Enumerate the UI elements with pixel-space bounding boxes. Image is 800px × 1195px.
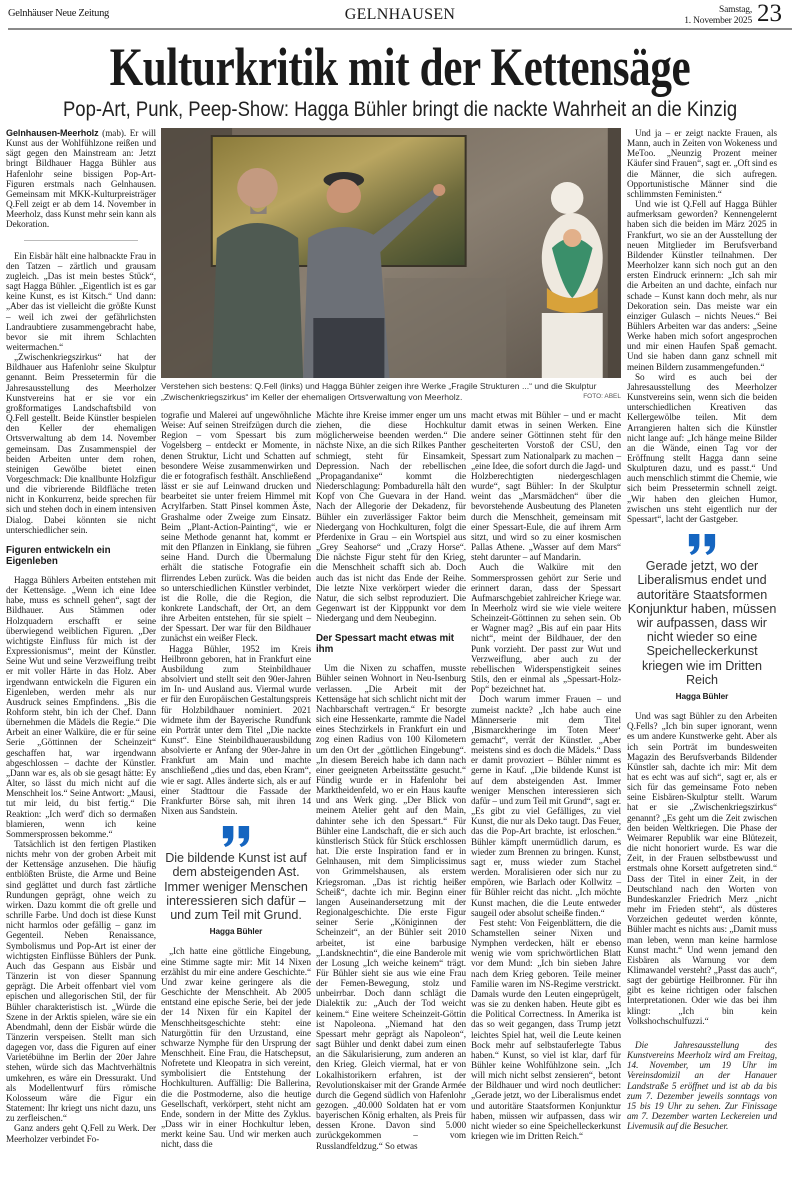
header-rule (8, 28, 792, 30)
divider (24, 240, 138, 241)
body-paragraph: Hagga Bühler, 1952 im Kreis Heilbronn geboren, hat in Frankfurt eine Ausbildung zum Steinbildhauer absolviert und stellt seit den 90er-Jahren im In- und Ausland aus. Viermal wurde er für den Europäischen Gestaltungspreis für Holzbildhauer nominiert. 2021 widmete ihm der Bayerische Rundfunk ein Porträt unter dem Titel „Die nackte Kunst“. Eine Steinbildhauerausbildung absolvierte er Anfang der 90er-Jahre in Frankfurt am Main und machte anschließend „dies und das, eben Kram“, wie er sagt. Alles änderte sich, als er auf einer Stadttour die Fassade der Frankfurter Börse sah, mit ihren 14 Nixen aus Sandstein. (161, 643, 311, 817)
pull-quote (161, 826, 311, 937)
body-paragraph: „Ich hatte eine göttliche Eingebung, eine Stimme sagte mir: Mit 14 Nixen erzählst du mir eine andere Geschichte.“ Und zwar keine geringere als die Geschichte der Menschheit. Ab 2005 entstand eine epische Serie, bei der jede der 14 Nixen für ein Kapitel der Menschheitsgeschichte steht: eine Naturgöttin für den Urzustand, eine schwarze Nymphe für den Ursprung der Menschheit. Eine Frau, die Hatschepsut, Nofretete und Kleopatra in sich vereint, symbolisiert die Entstehung der Hochkulturen. Auffällig: Die Ballerina, die die Postmoderne, also die heutige Gesellschaft, verkörpert, steht nicht am Ende, sondern in der Mitte des Zyklus. „Dass wir in einer Hochkultur leben, merkt keine Sau. Und wir merken auch nicht, dass die (161, 946, 311, 1150)
lead-text: (mab). Er will Kunst aus der Wohlfühlzone reißen und sägt gegen den Mainstream an: Jetzt bringt Bildhauer Hagga Bühler aus Hafenlohr seine bissigen Pop-Art-Figuren erstmals nach Gelnhausen. Gemeinsam mit MKK-Kulturpreisträger Q.Fell zeigt er ab dem 14. November in Meerholz, dass Kunst mehr sein kann als Dekoration. (6, 128, 156, 230)
section-title: GELNHAUSEN (344, 6, 456, 23)
body-paragraph: „Zwischenkriegszirkus“ hat der Bildhauer aus Hafenlohr seine Skulptur genannt. Beim Pressetermin für die Jahresausstellung des Meerholzer Kunstvereins hat er sie vor ein großformatiges Landschaftsbild von Q.Fell gestellt. Beide Künstler bespielen den Keller der ehemaligen Ortsverwaltung ab dem 14. November gemeinsam. Das Zusammenspiel der beiden Arbeiten unter dem rohen, steinigen Gewölbe bietet einen Vorgeschmack: Die knallbunte Holzfigur und die vibrierende Bildfläche treten nicht in Konkurrenz, beide sprechen für sich und stehen doch in einem intensiven Dialog. Dabei könnten sie nicht unterschiedlicher sein. (6, 352, 156, 535)
pull-quote (627, 534, 777, 702)
body-paragraph: So wird es auch bei der Jahresausstellung des Meerholzer Kunstvereins sein, wenn sich die beiden unterschiedlichen Kreativen das Kellergewölbe teilen. Mit dem Arrangieren halten sich die Künstler nicht lange auf: „Ich hänge meine Bilder an die Wände, einen Tag vor der Eröffnung stellt Hagga dann seine Skulpturen dazu, und es passt.“ Und auch menschlich stimmt die Chemie, wie sich beim Pressetermin schnell zeigt. „Wir haben den gleichen Humor, zwischen uns steht eigentlich nur der Spessart“, lacht der Gastgeber. (627, 371, 777, 524)
article-column-2 (161, 410, 311, 1150)
quote-text: Die bildende Kunst ist auf dem absteigenden Ast. Immer weniger Menschen interessieren sich dafür – und zum Teil mit Grund. (164, 851, 308, 923)
body-paragraph: Und was sagt Bühler zu den Arbeiten Q.Fells? „Ich bin super ignorant, wenn es um andere Kunstwerke geht. Aber als ich sein Porträt im bundesweiten Magazin des Berufsverbands Bildender Künstler sah, dachte ich mir: Mit dem hat es echt was auf sich“, sagt er, als er sich für das gemeinsame Foto neben seine Eisbären-Skulptur stellt. Warum hat er sie „Zwischenkriegszirkus“ genannt? „Es geht um die Zeit zwischen den beiden Weltkriegen. Die Phase der Weimarer Republik war eine Blütezeit, die nicht honoriert wurde. Es war die Zeit, in der Frauen selbstbewusst und erstmals ohne Korsett aufgetreten sind.“ Dass der Titel in einer Zeit, in der Deutschland nach den Worten von Bundeskanzler Friedrich Merz „nicht mehr im Frieden steht“, als düsteres Vorzeichen gedeutet werden könnte, Bühler macht es nichts aus: „Damit muss man leben, wenn man keine harmlose Kunst macht.“ Und wenn jemand den Eisbären als Warnung vor dem Klimawandel versteht? „Passt das auch“, sagt der gebürtige Heilbronner. Für ihn gibt es keine richtigen oder falschen Interpretationen. Oder wie das bei ihm klingt: „Ich bin kein Volkshochschulfuzzi.“ (627, 711, 777, 1026)
quote-author: Hagga Bühler (675, 691, 729, 701)
subheadline (0, 98, 800, 122)
event-info-box: Die Jahresausstellung des Kunstvereins Meerholz wird am Freitag, 14. November, um 19 Uhr im Vereinsdomizil an der Hanauer Landstraße 5 eröffnet und ist ab da bis zum 7. Dezember jeweils sonntags von 15 bis 19 Uhr zu sehen. Zur Finissage am 7. Dezember warten Leckereien und Livemusik auf die Besucher. (627, 1039, 777, 1132)
body-paragraph: Auch die Walküre mit den Sommersprossen gehört zur Serie und erinnert daran, dass der Spessart Aufmarschgebiet zahlreicher Kriege war. In Meerholz wird sie wie viele weitere Scheinzeit-Göttinnen zu sehen sein. Ob er Wagner mag? „Bis auf ein paar Hits nicht“, meint der Bildhauer, der den Punk vorzieht. Der passt zur Wut und Verzweiflung, aber auch zu der rebellischen Widerspenstigkeit seines Stils, den er einmal als „Spessart-Holz-Pop“ bezeichnet hat. (471, 562, 621, 695)
quote-mark-icon (687, 534, 717, 555)
quote-text: Gerade jetzt, wo der Liberalismus endet und autoritäre Staatsformen Konjunktur haben, müssen wir aufpassen, dass wir nicht wieder so eine Speichelleckerkunst kriegen wie im Dritten Reich (627, 559, 777, 687)
body-paragraph: macht etwas mit Bühler – und er macht damit etwas in seinen Werken. Eine andere seiner Göttinnen steht für den gescheiterten Vorstoß der CSU, den Spessart zum Nationalpark zu machen – „eine Idee, die sofort durch die Jagd- und Holzberechtigten niedergeschlagen wurde“, sagt Bühler: In der Skulptur weint das „Marsmädchen“ über die bevorstehende Ausbeutung des Planeten durch die Menschheit, gemeinsam mit einer Spessart-Eule, die auf ihrem Arm sitzt, und wird so zu einer kosmischen Pallas Athene. „Wasser auf dem Mars“ steht darunter – auf Mandarin. (471, 410, 621, 563)
page-number: 23 (757, 0, 782, 27)
photo-illustration (161, 128, 621, 378)
photo-caption (161, 381, 621, 402)
body-paragraph: tografie und Malerei auf ungewöhnliche Weise: Auf seinen Streifzügen durch die Region – vom Spessart bis zum Vogelsberg – entdeckt er Momente, in denen Struktur, Licht und Schatten auf besondere Weise zusammenwirken und die er fotografisch festhält. Anschließend lässt er sie auf Leinwand drucken und bearbeitet sie unter freiem Himmel mit Acrylfarben. Statt Pinsel kommen Äste, Grashalme oder Zweige zum Einsatz. Beim „Plant-Action-Painting“, wie er seine Methode genannt hat, kommt er mit den Pflanzen in Einklang, sie führen seine Hand. Durch die Übermalung erhält die statische Fotografie ein flirrendes Leben zurück. Was die beiden so unterschiedlichen Künstler verbindet, ist die Rolle, die die Region, die konkrete Landschaft, der Ort, an dem ihre Arbeiten entstehen, für sie spielt – der Spessart. Der war für den Bildhauer zunächst ein weißer Fleck. (161, 410, 311, 644)
section-subheading: Der Spessart macht etwas mit ihm (316, 633, 454, 656)
body-paragraph: Und ja – er zeigt nackte Frauen, als Mann, auch in Zeiten von Wokeness und MeToo. „Neunzig Prozent meiner Käufer sind Frauen“, sagt er. „Oft sind es die Männer, die sich aufregen. Opportunistische Männer sind die schlimmsten Feministen.“ (627, 128, 777, 199)
newspaper-name: Gelnhäuser Neue Zeitung (8, 8, 109, 19)
lead-paragraph (6, 128, 156, 230)
article-column-5 (627, 128, 777, 1131)
headline-text: Kulturkritik mit der Kettensäge (109, 37, 691, 97)
article-column-3 (316, 410, 466, 1151)
body-paragraph: Tatsächlich ist den fertigen Plastiken nichts mehr von der groben Arbeit mit der Kettensäge anzusehen. Die häufig entblößten Brüste, die Arme und Beine sind geglättet und durch fast zärtliche Rundungen geprägt, ohne weich zu wirken. Dazu kommt die oft grelle und schrille Farbe. Und doch ist diese Kunst nicht harmlos oder gefällig – ganz im Gegenteil. Neben Renaissance, Symbolismus und Pop-Art ist einer der wichtigsten Einflüsse Bühlers der Punk. Auch das Gespann aus Eisbär und Tänzerin ist von dieser Spannung geprägt. Die Arbeit offenbart viel vom epischen und allegorischen Stil, der für Bühler charakteristisch ist. „Würde die Szene in der Arktis spielen, wäre sie ein Abendmahl, denn der Eisbär würde die Tänzerin verspeisen. Stellt man sich dagegen vor, dass die Figuren auf einer Varietébühne im Berlin der 20er Jahre stehen, würde sich das Machtverhältnis umkehren, es wäre ein Dressurakt. Und als Modellentwurf fürs römische Kolosseum wäre die Figur ein Statement: Ihr kriegt uns nicht dazu, uns zu zerfleischen.“ (6, 839, 156, 1124)
date-page-block (684, 2, 782, 26)
section-subheading: Figuren entwickeln ein Eigenleben (6, 544, 111, 567)
body-paragraph: Ein Eisbär hält eine halbnackte Frau in den Tatzen – zärtlich und grausam zugleich. „Das ist mein bestes Stück“, sagt Hagga Bühler. „Eigentlich ist es gar keine Kunst, es ist Kitsch.“ Und dann: „Aber das ist vielleicht die größte Kunst – weil ich zwei der gefährlichsten Landraubtiere zusammengebracht habe, bevor sie mit ihrem Schlachten weitermachen.“ (6, 250, 156, 352)
quote-mark-icon (221, 826, 251, 847)
weekday: Samstag, (719, 5, 752, 15)
issue-date: 1. November 2025 (684, 15, 752, 26)
article-photo (161, 128, 621, 378)
body-paragraph: Mächte ihre Kreise immer enger um uns ziehen, die diese Hochkultur möglicherweise beenden werden.“ Die nächste Nixe, an die sich Rilkes Panther schmiegt, steht für Einsamkeit, Depression. Nach der rebellischen „Propagandanixe“ kommt die Niederschlagung: Pombadurella hält den Kopf von Che Guevara in der Hand. Nach der Allegorie der Dekadenz, für Bühler ein zuverlässiger Faktor beim Niedergang von Hochkulturen, folgt die Pferdenixe in Grau – ein Wortspiel aus „Grey Seahorse“ und „Crazy Horse“. Die nächste Figur steht für den Krieg, die Menschheit schafft sich ab. Doch auch das ist nicht das Ende der Reihe. Die letzte Nixe verkörpert wieder die Natur, die sich selbst reproduziert. Die Gegenwart ist der Kipppunkt vor dem Niedergang und dem Neubeginn. (316, 410, 466, 624)
body-paragraph: Ganz anders geht Q.Fell zu Werk. Der Meerholzer verbindet Fo- (6, 1123, 156, 1144)
body-paragraph: Doch warum immer Frauen – und zumeist nackte? „Ich habe auch eine Männerserie mit dem Titel ‚Bismarckheringe im Toten Meer‘ gemacht“, verrät der Künstler. „Aber meistens sind es doch die Mädels.“ Dass er damit provoziert – Bühler nimmt es gerne in Kauf. „Die bildende Kunst ist auf dem absteigenden Ast. Immer weniger Menschen interessieren sich dafür – und zum Teil mit Grund“, sagt er. „Es gibt zu viel Gefälliges, zu viel Kunst, die nur als Deko taugt. Das Feuer, das die Pop-Art brachte, ist erloschen.“ Bühler kämpft unermüdlich darum, es wieder zum Brennen zu bringen. Kunst, sagt er, muss wieder zum Stachel werden. Moralisieren oder sich nur zu empören, wie Barlach oder Kollwitz – für Bühler reicht das nicht. „Ich möchte Kunst machen, die die Leute entweder saugeil oder absolut scheiße finden.“ (471, 694, 621, 918)
headline (0, 38, 800, 96)
body-paragraph: Fest steht: Von Feigenblättern, die die Schamstellen seiner Nixen und Nymphen verdecken, hält er ebenso wenig wie vom sprichwörtlichen Blatt vor dem Mund: „Ich bin sieben Jahre nach dem Krieg geboren. Teile meiner Familie waren im NS-Regime verstrickt. Damals wurde den Leuten eingeprügelt, was sie zu denken haben. Heute gibt es die Political Correctness. In Amerika ist das so weit gegangen, dass Trump jetzt leichtes Spiel hat, weil die Leute keinen Bock mehr auf selbstauferlegte Tabus haben.“ Kunst, so viel ist klar, darf für Bühler keine Wohlfühlzone sein. „Ich will mich nicht selbst zensieren“, betont der Bildhauer und wird noch deutlicher: „Gerade jetzt, wo der Liberalismus endet und autoritäre Staatsformen Konjunktur haben, müssen wir aufpassen, dass wir nicht wieder so eine Speichelleckerkunst kriegen wie im Dritten Reich.“ (471, 917, 621, 1142)
subheadline-text: Pop-Art, Punk, Peep-Show: Hagga Bühler bringt die nackte Wahrheit an die Kinzig (62, 98, 738, 121)
article-column-1 (6, 128, 156, 1144)
body-paragraph: Hagga Bühlers Arbeiten entstehen mit der Kettensäge. „Wenn ich eine Idee habe, muss es schnell gehen“, sagt der Bildhauer. Aus Stämmen oder Holzquadern erschafft er seine überwiegend weiblichen Figuren. „Der wichtigste Einfluss für mich ist der Expressionismus“, meint der Künstler. Seine Wut und seine Verzweiflung treibt er mit voller Härte in das Holz. Aber irgendwann entwickeln die Figuren ein Eigenleben, werden mehr als nur Ausdruck seines Empfindens. „Bis die Rohform steht, bin ich der Chef. Dann übernehmen die Mädels die Regie.“ Die Arbeit an einer Walküre, die er für seine Serie „Göttinnen der Scheinzeit“ geschaffen hat, war irgendwann abgeschlossen – dachte der Künstler. „Dann war es, als ob sie gesagt hätte: Ey Alter, so lässt du mich nicht auf die Menschheit los.“ Seine Antwort: „Mausi, tut mir leid, du bist fertig.“ Die Reaktion: „Ich werd' dich so dermaßen blamieren, wenn ich keine Sommersprossen bekomme.“ (6, 574, 156, 839)
body-paragraph: Um die Nixen zu schaffen, musste Bühler seinen Wohnort in Neu-Isenburg verlassen. „Die Arbeit mit der Kettensäge hat sich schlicht nicht mit der Nachbarschaft vertragen.“ Er besorgte sich eine Hessenkarte, rammte die Nadel eines Stechzirkels in Frankfurt ein und zog einen Radius von 100 Kilometern um den Ort der „göttlichen Eingebung“. „In diesem Bereich habe ich dann nach einer geeigneten Arbeitsstätte gesucht.“ Fündig wurde er in Hafenlohr bei Marktheidenfeld, wo er ein Haus kaufte und ans Werk ging. „Der Blick von meinem Atelier geht auf den Main, dahinter sehe ich den Spessart.“ Für Bühler eine Landschaft, die er sich auch künstlerisch Stück für Stück erschlossen hat. Die erste Inspiration fand er in Gelnhausen, mit dem Simplicissimus von Grimmelshausen, als erstem Kriegsroman. „Das ist richtig heißer Scheiß“, dachte ich mir. Beginn einer langen Auseinandersetzung mit der Regionalgeschichte. Die erste Figur seiner Serie „Königinnen der Scheinzeit“, an der Bühler seit 2010 arbeitet, ist eine barbusige „Landsknechtin“, die eine Banderole mit der Losung „Ich weiche keinem“ trägt. Für Bühler sieht sie aus wie eine Frau der Femen-Bewegung, stolz und unbeirrbar. Doch dann schlägt die Dialektik zu: „Auch der Tod weicht keinem.“ Eine weitere Scheinzeit-Göttin ist Napoleona. „Niemand hat den Spessart mehr geprägt als Napoleon“, sagt Bühler und denkt dabei zum einen an die Säkularisierung, zum anderen an den Krieg. Gleich viermal, hat er von Lokalhistorikern erfahren, ist der Revolutionskaiser mit der Grande Armée durch die Gegend südlich von Hafenlohr gezogen. „40.000 Soldaten hat er vom bayerischen König erhalten, als Preis für dessen Krone. Davon sind 5.000 zurückgekommen – vom Russlandfeldzug.“ So etwas (316, 663, 466, 1151)
dateline: Gelnhausen-Meerholz (6, 128, 99, 138)
photo-credit: FOTO: ABEL (583, 392, 621, 400)
body-paragraph: Und wie ist Q.Fell auf Hagga Bühler aufmerksam geworden? Kennengelernt haben sich die beiden im März 2025 in Frankfurt, wo sie an der Ausstellung der neuen Mitglieder im Berufsverband Bildender Künstler teilnahmen. Der Meerholzer kann sich noch gut an den ersten Eindruck erinnern: „Ich sah mir die Arbeiten an und dachte, einfach nur schade – Kunst kann doch mehr, als nur Dekoration sein. Das meiste war ein einziger Gulasch – nichts Neues.“ Bei Bühlers Arbeiten war das anders: „Seine Werke haben mich sofort angesprochen und mir einen Haufen Spaß gemacht. Und sie haben dann ganz schnell mit meinen Bildern zusammengefunden.“ (627, 199, 777, 372)
caption-text: Verstehen sich bestens: Q.Fell (links) und Hagga Bühler zeigen ihre Werke „Fragile Strukturen ...“ und die Skulptur „Zwischenkriegszirkus“ im Keller der ehemaligen Ortsverwaltung von Meerholz. (161, 381, 597, 402)
quote-author: Hagga Bühler (209, 927, 263, 937)
article-column-4 (471, 410, 621, 1141)
